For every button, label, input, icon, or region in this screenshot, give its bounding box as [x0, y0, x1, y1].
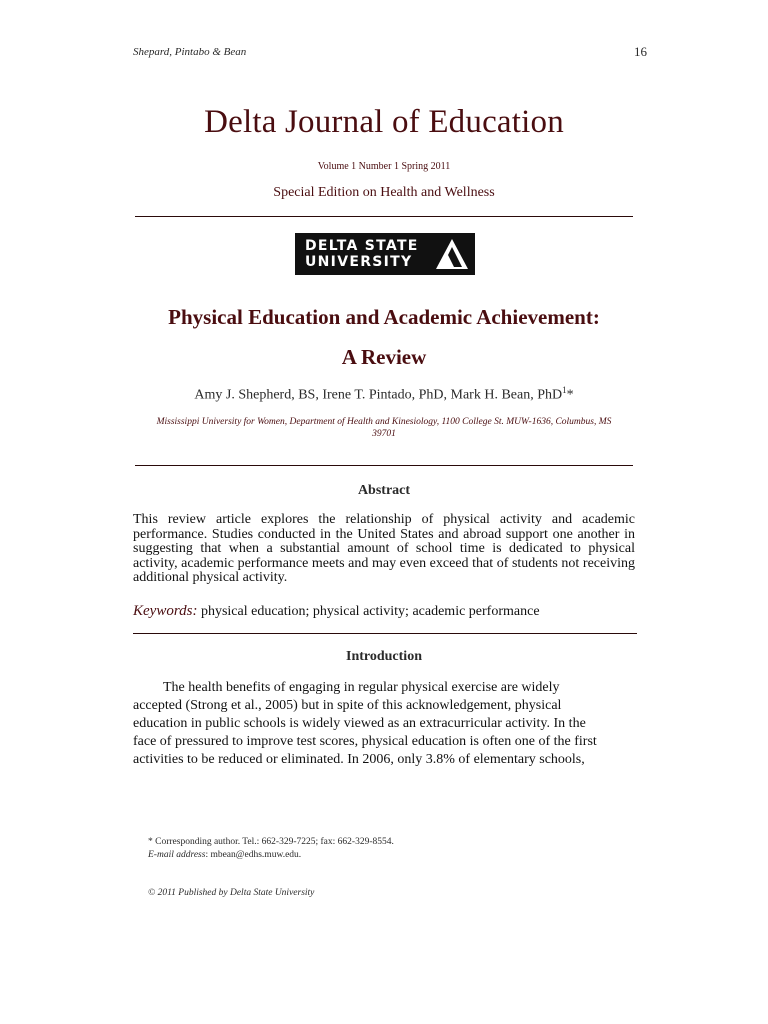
copyright: © 2011 Published by Delta State University [148, 888, 315, 898]
article-title-line-1: Physical Education and Academic Achievement: [168, 305, 600, 329]
volume-info: Volume 1 Number 1 Spring 2011 [317, 161, 451, 172]
email-label: E-mail address [148, 849, 206, 860]
article-title-line-2: A Review [341, 345, 427, 369]
affiliation-line-1: Mississippi University for Women, Department of Health and Kinesiology, 1100 College St. MUW-1636, Columbus, MS [156, 417, 612, 427]
page-number: 16 [634, 44, 647, 59]
abstract-heading: Abstract [357, 483, 411, 498]
keywords-list: physical education; physical activity; academic performance [200, 604, 540, 619]
footnote [148, 836, 394, 861]
affiliation-line-2: 39701 [372, 429, 396, 439]
affiliation [140, 416, 628, 440]
email-address: : mbean@edhs.muw.edu. [205, 849, 302, 860]
email-line [148, 849, 394, 862]
divider [135, 216, 633, 217]
logo-line-2: UNIVERSITY [305, 254, 413, 270]
divider [135, 465, 633, 466]
university-logo [295, 233, 475, 275]
author-names: Amy J. Shepherd, BS, Irene T. Pintado, PhD, Mark H. Bean, PhD [194, 387, 563, 403]
divider [133, 633, 637, 634]
introduction-heading: Introduction [346, 649, 422, 664]
corresponding-mark: * [566, 387, 574, 403]
intro-line: The health benefits of engaging in regular physical exercise are widely [163, 680, 560, 695]
abstract-text: This review article explores the relationship of physical activity and academic performance. Studies conducted in the United States and abroad support one another in suggesting that when a substantial amount of school time is dedicated to physical activity, academic performance meets and may even exceed that of students not receiving additional physical activity. [133, 512, 635, 585]
intro-line: face of pressured to improve test scores, physical education is often one of the first [133, 734, 597, 749]
logo-line-1: DELTA STATE [305, 238, 419, 254]
delta-triangle-icon [435, 238, 469, 270]
introduction-text [133, 679, 635, 769]
keywords-label: Keywords: [133, 603, 198, 619]
special-edition: Special Edition on Health and Wellness [273, 185, 495, 200]
intro-line: accepted (Strong et al., 2005) but in spite of this acknowledgement, physical [133, 698, 562, 713]
keywords [133, 603, 540, 620]
corresponding-author: * Corresponding author. Tel.: 662-329-7225; fax: 662-329-8554. [148, 837, 394, 847]
journal-title: Delta Journal of Education [204, 104, 564, 140]
intro-line: education in public schools is widely viewed as an extracurricular activity. In the [133, 716, 586, 731]
intro-line: activities to be reduced or eliminated. In 2006, only 3.8% of elementary schools, [133, 752, 585, 767]
authors [0, 385, 768, 404]
author-superscript: 1 [562, 385, 567, 395]
running-head: Shepard, Pintabo & Bean [133, 46, 247, 58]
